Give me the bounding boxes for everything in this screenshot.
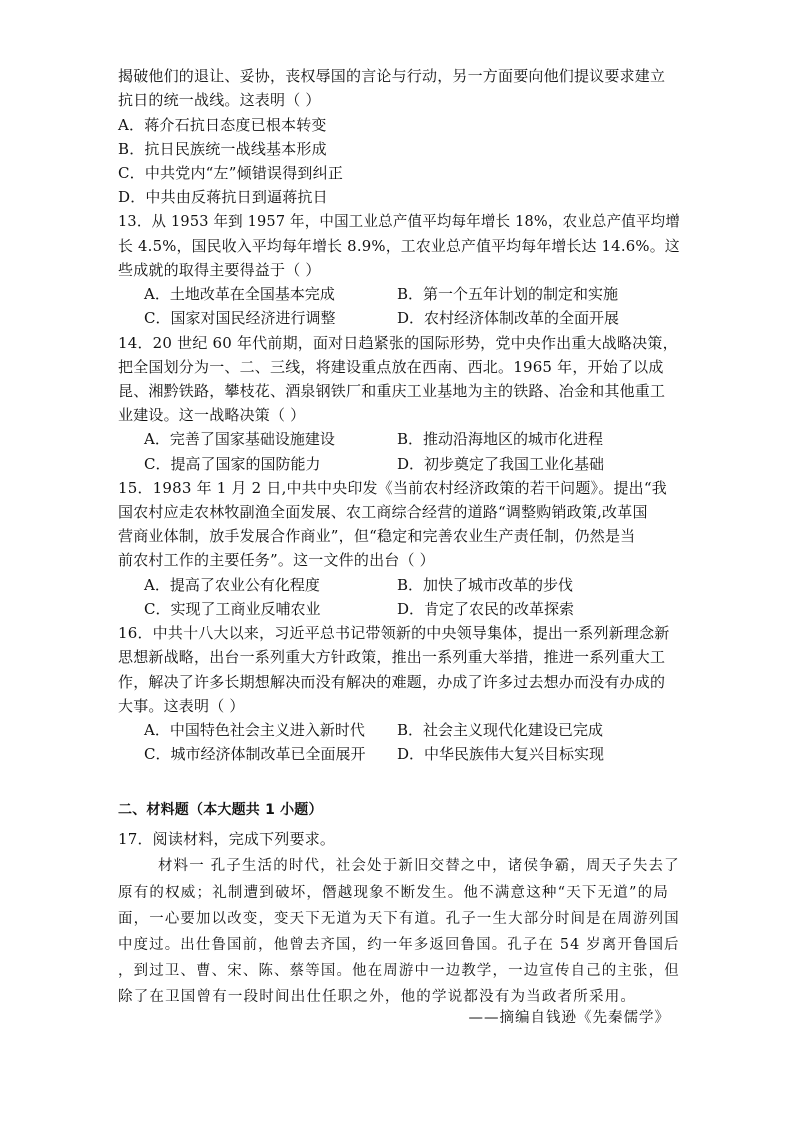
q16-option-a: A．中国特色社会主义进入新时代 [144,721,365,739]
q13-line-3: 些成就的取得主要得益于（ ） [118,261,321,279]
material-source: ——摘编自钱逊《先秦儒学》 [468,1010,670,1026]
q12-line-1: 揭破他们的退让、妥协，丧权辱国的言论与行动，另一方面要向他们提议要求建立 [118,67,666,85]
q13-line-2: 长 4.5%，国民收入平均每年增长 8.9%，工农业总产值平均每年增长达 14.6%。这 [118,237,680,255]
q17-stem: 17．阅读材料，完成下列要求。 [118,830,336,848]
q14-option-b: B．推动沿海地区的城市化进程 [397,430,604,448]
material-line-1: 材料一 孔子生活的时代，社会处于新旧交替之中，诸侯争霸，周天子失去了 [158,858,680,874]
q16-option-d: D．中华民族伟大复兴目标实现 [397,745,605,763]
q14-option-a: A．完善了国家基础设施建设 [144,430,335,448]
q15-option-c: C．实现了工商业反哺农业 [144,600,321,618]
q14-option-d: D．初步奠定了我国工业化基础 [397,455,605,473]
q14-option-c: C．提高了国家的国防能力 [144,455,321,473]
section-heading: 二、材料题（本大题共 1 小题） [118,802,323,818]
q15-line-2: 国农村应走农林牧副渔全面发展、农工商综合经营的道路“调整购销政策,改革国 [118,503,648,521]
q14-line-1: 14．20 世纪 60 年代前期，面对日趋紧张的国际形势，党中央作出重大战略决策， [118,334,678,352]
q16-line-2: 思想新战略，出台一系列重大方针政策，推出一系列重大举措，推进一系列重大工 [118,648,666,666]
q12-line-2: 抗日的统一战线。这表明（ ） [118,91,321,109]
q15-option-d: D．肯定了农民的改革探索 [397,600,575,618]
q13-option-b: B．第一个五年计划的制定和实施 [397,285,619,303]
material-line-4: 中度过。出仕鲁国前，他曾去齐国，约一年多返回鲁国。孔子在 54 岁离开鲁国后 [118,937,680,953]
q12-option-a: A．蒋介石抗日态度已根本转变 [118,116,327,134]
q15-option-b: B．加快了城市改革的步伐 [397,576,574,594]
q13-line-1: 13．从 1953 年到 1957 年，中国工业总产值平均每年增长 18%，农业总产值平均增 [118,212,681,230]
q16-line-4: 大事。这表明（ ） [118,697,245,715]
q16-line-1: 16．中共十八大以来，习近平总书记带领新的中央领导集体，提出一系列新理念新 [118,624,670,642]
material-line-2: 原有的权威；礼制遭到破坏，僭越现象不断发生。他不满意这种“天下无道”的局 [118,885,670,901]
q12-option-c: C．中共党内“左”倾错误得到纠正 [118,164,344,182]
q16-line-3: 作，解决了许多长期想解决而没有解决的难题，办成了许多过去想办而没有办成的 [118,673,666,691]
q15-line-1: 15．1983 年 1 月 2 日,中共中央印发《当前农村经济政策的若干问题》。提出“我 [118,479,667,497]
q16-option-b: B．社会主义现代化建设已完成 [397,721,604,739]
q16-option-c: C．城市经济体制改革已全面展开 [144,745,366,763]
q12-option-b: B．抗日民族统一战线基本形成 [118,140,327,158]
material-line-3: 面，一心要加以改变，变天下无道为天下有道。孔子一生大部分时间是在周游列国 [118,911,680,927]
q14-line-2: 把全国划分为一、二、三线，将建设重点放在西南、西北。1965 年，开始了以成 [118,358,664,376]
q14-line-3: 昆、湘黔铁路，攀枝花、酒泉钢铁厂和重庆工业基地为主的铁路、冶金和其他重工 [118,382,666,400]
q13-option-a: A．土地改革在全国基本完成 [144,285,335,303]
q14-line-4: 业建设。这一战略决策（ ） [118,406,306,424]
q15-line-4: 前农村工作的主要任务”。这一文件的出台（ ） [118,551,435,569]
q13-option-d: D．农村经济体制改革的全面开展 [397,309,620,327]
material-line-6: 除了在卫国曾有一段时间出仕任职之外，他的学说都没有为当政者所采用。 [118,989,637,1005]
q15-option-a: A．提高了农业公有化程度 [144,576,320,594]
material-line-5: ，到过卫、曹、宋、陈、蔡等国。他在周游中一边教学，一边宣传自己的主张，但 [118,963,680,979]
q13-option-c: C．国家对国民经济进行调整 [144,309,336,327]
q12-option-d: D．中共由反蒋抗日到逼蒋抗日 [118,188,328,206]
q15-line-3: 营商业体制，放手发展合作商业”，但“稳定和完善农业生产责任制，仍然是当 [118,527,636,545]
